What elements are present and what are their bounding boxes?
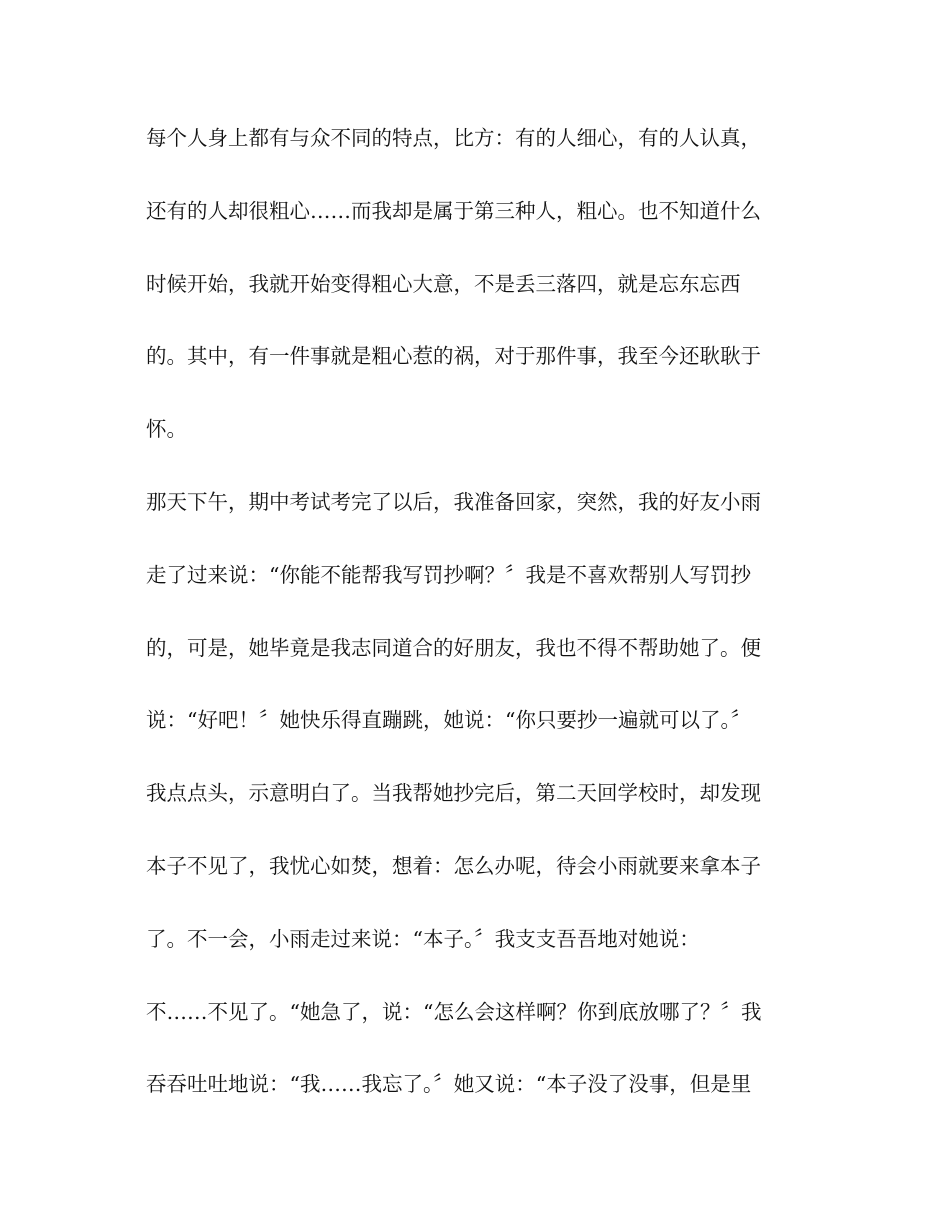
text-line: 了。不一会，小雨走过来说：“本子。〞我支支吾吾地对她说： — [146, 926, 700, 951]
text-line: 的。其中，有一件事就是粗心惹的祸，对于那件事，我至今还耿耿于 — [146, 344, 761, 369]
text-line: 那天下午，期中考试考完了以后，我准备回家，突然，我的好友小雨 — [146, 489, 761, 514]
text-line: 还有的人却很粗心……而我却是属于第三种人，粗心。也不知道什么 — [146, 198, 761, 223]
text-line: 不……不见了。“她急了，说：“怎么会这样啊？你到底放哪了？〞我 — [146, 999, 762, 1024]
text-line: 时候开始，我就开始变得粗心大意，不是丢三落四，就是忘东忘西 — [146, 271, 741, 296]
text-line: 吞吞吐吐地说：“我……我忘了。〞她又说：“本子没了没事，但是里 — [146, 1072, 752, 1097]
text-line: 怀。 — [146, 417, 187, 442]
text-line: 我点点头，示意明白了。当我帮她抄完后，第二天回学校时，却发现 — [146, 781, 761, 806]
text-line: 本子不见了，我忧心如焚，想着：怎么办呢，待会小雨就要来拿本子 — [146, 853, 761, 878]
text-line: 每个人身上都有与众不同的特点，比方：有的人细心，有的人认真， — [146, 126, 761, 150]
text-line: 的，可是，她毕竟是我志同道合的好朋友，我也不得不帮助她了。便 — [146, 635, 761, 660]
text-line: 说：“好吧！〞她快乐得直蹦跳，她说：“你只要抄一遍就可以了。〞 — [146, 708, 752, 733]
body-text — [146, 118, 806, 1137]
text-line: 走了过来说：“你能不能帮我写罚抄啊？〞我是不喜欢帮别人写罚抄 — [146, 562, 751, 587]
